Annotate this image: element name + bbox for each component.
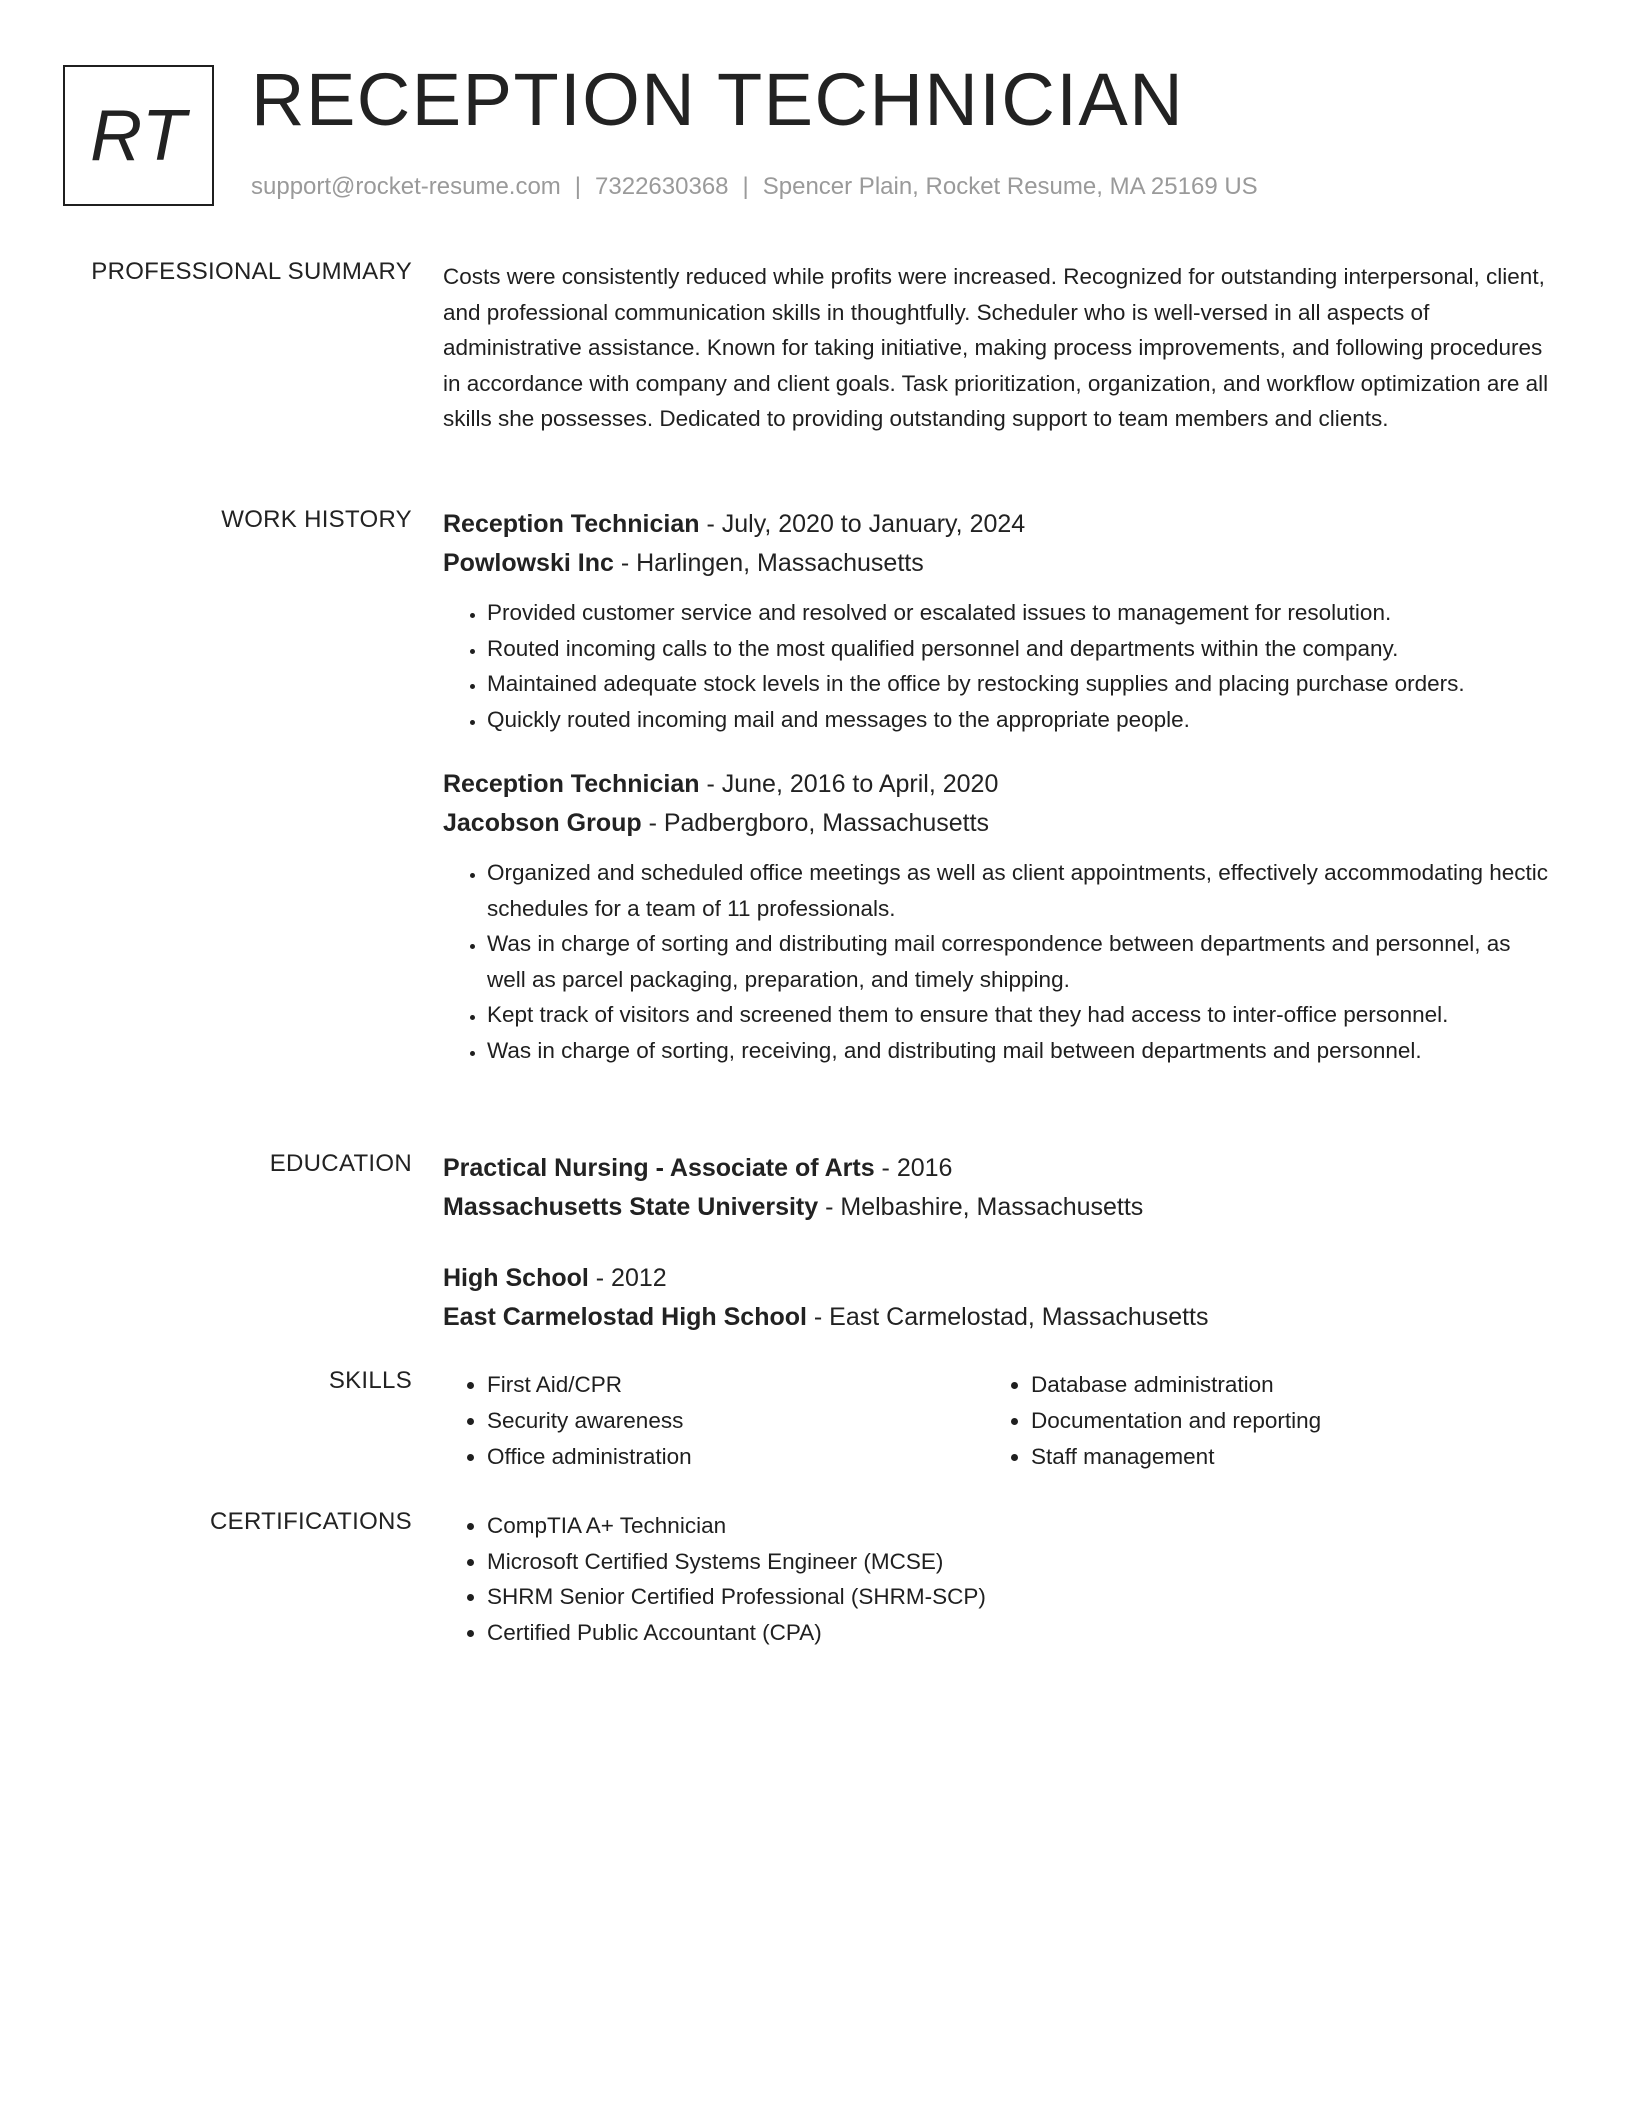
job-bullets	[443, 855, 1553, 1068]
degree-line	[443, 1259, 1553, 1298]
job-location: - Harlingen, Massachusetts	[613, 549, 924, 577]
resume-header	[63, 58, 1592, 210]
contact-address: Spencer Plain, Rocket Resume, MA 25169 US	[762, 173, 1258, 200]
skill-item: • Staff management	[1031, 1439, 1531, 1475]
skill-item: • Security awareness	[487, 1403, 987, 1439]
job-bullet: • Provided customer service and resolved or escalated issues to management for resolution.	[487, 595, 1553, 631]
job-bullet: • Was in charge of sorting, receiving, and distributing mail between departments and personnel.	[487, 1033, 1553, 1069]
education-entry	[443, 1259, 1553, 1337]
education-content	[443, 1149, 1553, 1337]
job-dates: - June, 2016 to April, 2020	[699, 770, 999, 798]
skills-content	[443, 1367, 1553, 1475]
job-bullet: • Quickly routed incoming mail and messages to the appropriate people.	[487, 702, 1553, 738]
section-title-work-history: WORK HISTORY	[221, 506, 412, 533]
certification-item: • Certified Public Accountant (CPA)	[487, 1615, 1553, 1651]
degree-year: - 2012	[588, 1264, 667, 1292]
degree-name: High School	[443, 1264, 589, 1292]
skills-list-right	[987, 1367, 1531, 1475]
certifications-content	[443, 1508, 1553, 1650]
degree-year: - 2016	[874, 1154, 953, 1182]
skill-item: • Database administration	[1031, 1367, 1531, 1403]
school-name: East Carmelostad High School	[443, 1303, 807, 1331]
education-entry	[443, 1149, 1553, 1227]
job-role: Reception Technician	[443, 510, 700, 538]
job-title-line	[443, 765, 1553, 804]
skills-columns	[443, 1367, 1553, 1475]
certifications-list	[443, 1508, 1553, 1650]
skill-item: • Office administration	[487, 1439, 987, 1475]
job-company: Jacobson Group	[443, 809, 642, 837]
contact-separator: |	[574, 173, 582, 200]
contact-separator: |	[742, 173, 749, 200]
job-title-line	[443, 505, 1553, 544]
monogram-logo: RT	[63, 65, 214, 206]
job-bullet: • Maintained adequate stock levels in the office by restocking supplies and placing purchase orders.	[487, 666, 1553, 702]
skill-item: • Documentation and reporting	[1031, 1403, 1531, 1439]
certification-item: • CompTIA A+ Technician	[487, 1508, 1553, 1544]
job-entry	[443, 765, 1553, 1068]
school-name: Massachusetts State University	[443, 1193, 819, 1221]
school-location: - East Carmelostad, Massachusetts	[806, 1303, 1209, 1331]
job-location: - Padbergboro, Massachusetts	[641, 809, 990, 837]
job-bullet: • Organized and scheduled office meetings as well as client appointments, effectively accommodating hectic schedules for a team of 11 professionals.	[487, 855, 1553, 926]
work-history-content	[443, 505, 1553, 1068]
summary-text: Costs were consistently reduced while profits were increased. Recognized for outstanding interpersonal, client, and professional communication skills in thoughtfully. Scheduler who is well-versed in all aspects of administrative assistance. Known for taking initiative, making process improvements, and following procedures in accordance with company and client goals. Task prioritization, organization, and workflow optimization are all skills she possesses. Dedicated to providing outstanding support to team members and clients.	[443, 264, 1549, 431]
skill-item: • First Aid/CPR	[487, 1367, 987, 1403]
job-bullet: • Routed incoming calls to the most qualified personnel and departments within the company.	[487, 631, 1553, 667]
job-company-line	[443, 544, 1553, 583]
job-role: Reception Technician	[443, 770, 700, 798]
section-title-skills: SKILLS	[328, 1367, 412, 1394]
contact-line	[251, 173, 1258, 201]
job-entry	[443, 505, 1553, 737]
job-bullets	[443, 595, 1553, 737]
candidate-name: RECEPTION TECHNICIAN	[251, 58, 1185, 141]
contact-phone[interactable]: 7322630368	[595, 173, 729, 200]
job-company-line	[443, 804, 1553, 843]
job-bullet: • Was in charge of sorting and distributing mail correspondence between departments and personnel, as well as parcel packaging, preparation, and timely shipping.	[487, 926, 1553, 997]
school-line	[443, 1188, 1553, 1227]
contact-email[interactable]: support@rocket-resume.com	[251, 173, 561, 200]
school-location: - Melbashire, Massachusetts	[818, 1193, 1144, 1221]
section-title-summary: PROFESSIONAL SUMMARY	[91, 258, 412, 285]
school-line	[443, 1298, 1553, 1337]
job-company: Powlowski Inc	[443, 549, 614, 577]
section-title-education: EDUCATION	[269, 1150, 412, 1177]
degree-line	[443, 1149, 1553, 1188]
certification-item: • SHRM Senior Certified Professional (SHRM-SCP)	[487, 1579, 1553, 1615]
section-title-certifications: CERTIFICATIONS	[210, 1508, 412, 1535]
degree-name: Practical Nursing - Associate of Arts	[443, 1154, 875, 1182]
job-dates: - July, 2020 to January, 2024	[699, 510, 1026, 538]
skills-list-left	[443, 1367, 987, 1475]
job-bullet: • Kept track of visitors and screened them to ensure that they had access to inter-office personnel.	[487, 997, 1553, 1033]
certification-item: • Microsoft Certified Systems Engineer (MCSE)	[487, 1544, 1553, 1580]
